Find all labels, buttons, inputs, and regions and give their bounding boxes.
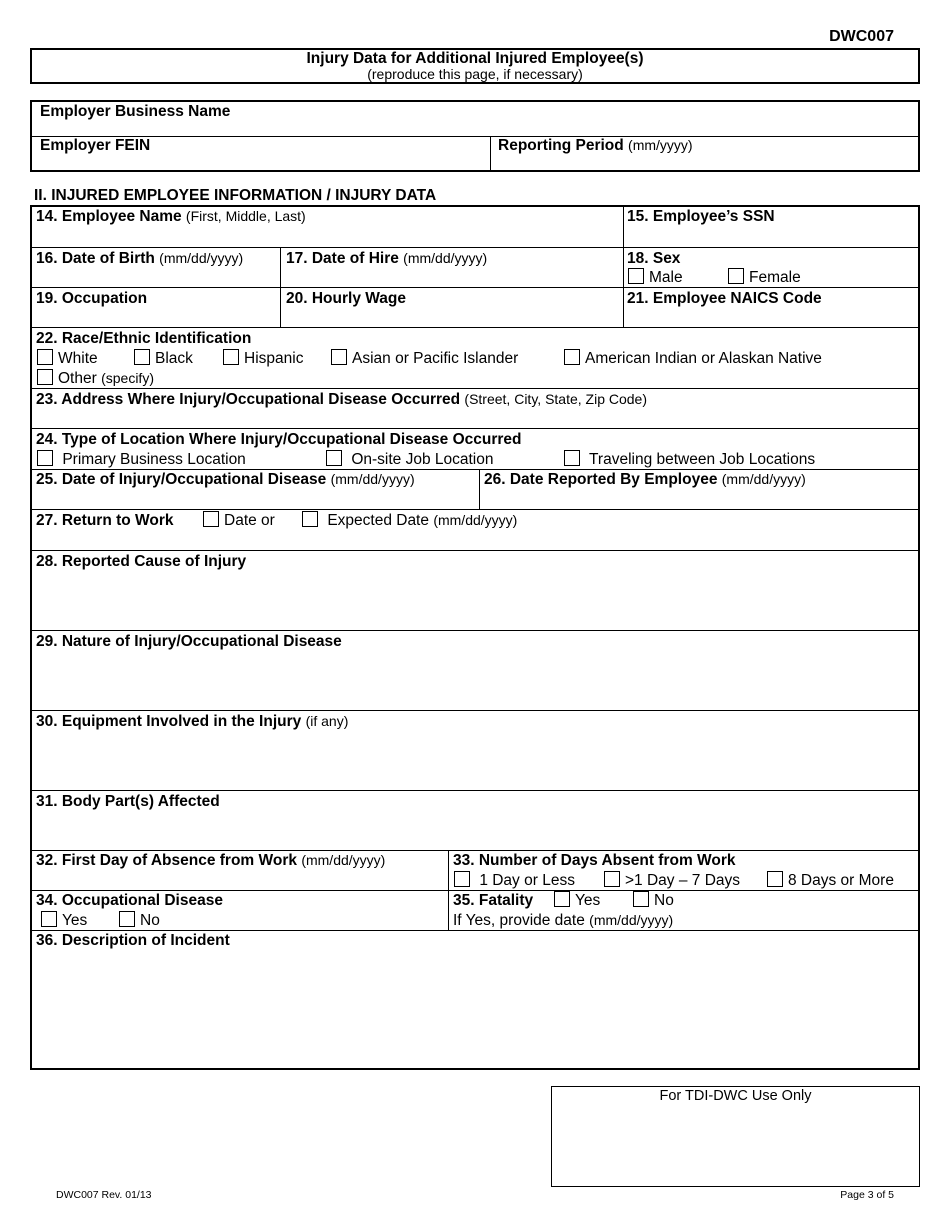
fatality-no-option[interactable]: No	[633, 891, 674, 910]
form-header	[30, 48, 920, 84]
form-subtitle: (reproduce this page, if necessary)	[367, 66, 583, 82]
days-absent-8-option[interactable]: 8 Days or More	[767, 871, 894, 890]
divider	[32, 247, 918, 248]
date-of-birth-label: 16. Date of Birth (mm/dd/yyyy)	[36, 250, 244, 267]
location-onsite-option[interactable]: On-site Job Location	[326, 450, 493, 469]
office-use-box	[551, 1086, 920, 1187]
occupation-label: 19. Occupation	[36, 290, 148, 307]
checkbox[interactable]	[564, 349, 580, 365]
fatality-label: 35. Fatality	[453, 892, 534, 909]
checkbox[interactable]	[37, 349, 53, 365]
hourly-wage-label: 20. Hourly Wage	[286, 290, 407, 307]
divider	[32, 550, 918, 551]
cause-of-injury-label: 28. Reported Cause of Injury	[36, 553, 247, 570]
naics-code-label: 21. Employee NAICS Code	[627, 290, 822, 307]
date-reported-label: 26. Date Reported By Employee (mm/dd/yyyy)	[484, 471, 806, 488]
injury-address-label: 23. Address Where Injury/Occupational Disease Occurred (Street, City, State, Zip Code)	[36, 391, 648, 408]
divider	[623, 207, 624, 327]
divider	[32, 428, 918, 429]
employer-fein-label: Employer FEIN	[40, 137, 151, 154]
checkbox[interactable]	[326, 450, 342, 466]
occupational-disease-label: 34. Occupational Disease	[36, 892, 223, 909]
employee-name-label: 14. Employee Name (First, Middle, Last)	[36, 208, 306, 225]
employer-section	[30, 100, 920, 172]
race-asian-option[interactable]: Asian or Pacific Islander	[331, 349, 518, 368]
days-absent-7-option[interactable]: >1 Day – 7 Days	[604, 871, 740, 890]
race-hispanic-option[interactable]: Hispanic	[223, 349, 303, 368]
form-code: DWC007	[829, 28, 894, 45]
divider	[32, 287, 918, 288]
return-date-option[interactable]: Date or	[203, 511, 275, 530]
return-to-work-label: 27. Return to Work	[36, 512, 174, 529]
sex-label: 18. Sex	[627, 250, 681, 267]
occupational-disease-yes-option[interactable]: Yes	[41, 911, 87, 930]
fatality-date-note: If Yes, provide date (mm/dd/yyyy)	[453, 912, 674, 929]
checkbox[interactable]	[203, 511, 219, 527]
first-day-absence-label: 32. First Day of Absence from Work (mm/dd/yyyy)	[36, 852, 386, 869]
checkbox[interactable]	[564, 450, 580, 466]
checkbox[interactable]	[134, 349, 150, 365]
checkbox[interactable]	[302, 511, 318, 527]
checkbox[interactable]	[554, 891, 570, 907]
race-ethnic-label: 22. Race/Ethnic Identification	[36, 330, 252, 347]
race-other-option[interactable]: Other (specify)	[37, 369, 154, 388]
location-type-label: 24. Type of Location Where Injury/Occupational Disease Occurred	[36, 431, 522, 448]
form-title: Injury Data for Additional Injured Employee(s)	[306, 50, 644, 67]
divider	[32, 630, 918, 631]
checkbox[interactable]	[331, 349, 347, 365]
sex-male-option[interactable]: Male	[628, 268, 683, 287]
divider	[32, 327, 918, 328]
checkbox[interactable]	[728, 268, 744, 284]
location-primary-option[interactable]: Primary Business Location	[37, 450, 246, 469]
sex-female-option[interactable]: Female	[728, 268, 801, 287]
divider	[32, 136, 918, 137]
footer-form-revision: DWC007 Rev. 01/13	[56, 1189, 152, 1201]
race-white-option[interactable]: White	[37, 349, 98, 368]
days-absent-label: 33. Number of Days Absent from Work	[453, 852, 736, 869]
checkbox[interactable]	[767, 871, 783, 887]
footer-page-number: Page 3 of 5	[840, 1189, 894, 1201]
divider	[479, 469, 480, 509]
location-traveling-option[interactable]: Traveling between Job Locations	[564, 450, 815, 469]
checkbox[interactable]	[633, 891, 649, 907]
divider	[490, 136, 491, 170]
office-use-label: For TDI-DWC Use Only	[659, 1088, 812, 1104]
injury-data-form	[30, 205, 920, 1070]
checkbox[interactable]	[37, 369, 53, 385]
checkbox[interactable]	[41, 911, 57, 927]
divider	[32, 710, 918, 711]
employer-business-name-label: Employer Business Name	[40, 103, 231, 120]
checkbox[interactable]	[37, 450, 53, 466]
checkbox[interactable]	[119, 911, 135, 927]
injury-date-label: 25. Date of Injury/Occupational Disease (mm/dd/yyyy)	[36, 471, 415, 488]
reporting-period-label: Reporting Period (mm/yyyy)	[498, 137, 693, 154]
nature-of-injury-label: 29. Nature of Injury/Occupational Disease	[36, 633, 342, 650]
divider	[32, 790, 918, 791]
divider	[32, 388, 918, 389]
return-expected-date-option[interactable]: Expected Date (mm/dd/yyyy)	[302, 511, 517, 530]
checkbox[interactable]	[223, 349, 239, 365]
divider	[32, 509, 918, 510]
date-of-hire-label: 17. Date of Hire (mm/dd/yyyy)	[286, 250, 488, 267]
checkbox[interactable]	[628, 268, 644, 284]
section-title: II. INJURED EMPLOYEE INFORMATION / INJURY DATA	[34, 187, 437, 204]
checkbox[interactable]	[454, 871, 470, 887]
checkbox[interactable]	[604, 871, 620, 887]
occupational-disease-no-option[interactable]: No	[119, 911, 160, 930]
body-parts-label: 31. Body Part(s) Affected	[36, 793, 220, 810]
equipment-involved-label: 30. Equipment Involved in the Injury (if any)	[36, 713, 349, 730]
fatality-yes-option[interactable]: Yes	[554, 891, 600, 910]
incident-description-label: 36. Description of Incident	[36, 932, 230, 949]
days-absent-1-option[interactable]: 1 Day or Less	[454, 871, 575, 890]
employee-ssn-label: 15. Employee’s SSN	[627, 208, 775, 225]
race-black-option[interactable]: Black	[134, 349, 193, 368]
race-american-indian-option[interactable]: American Indian or Alaskan Native	[564, 349, 822, 368]
